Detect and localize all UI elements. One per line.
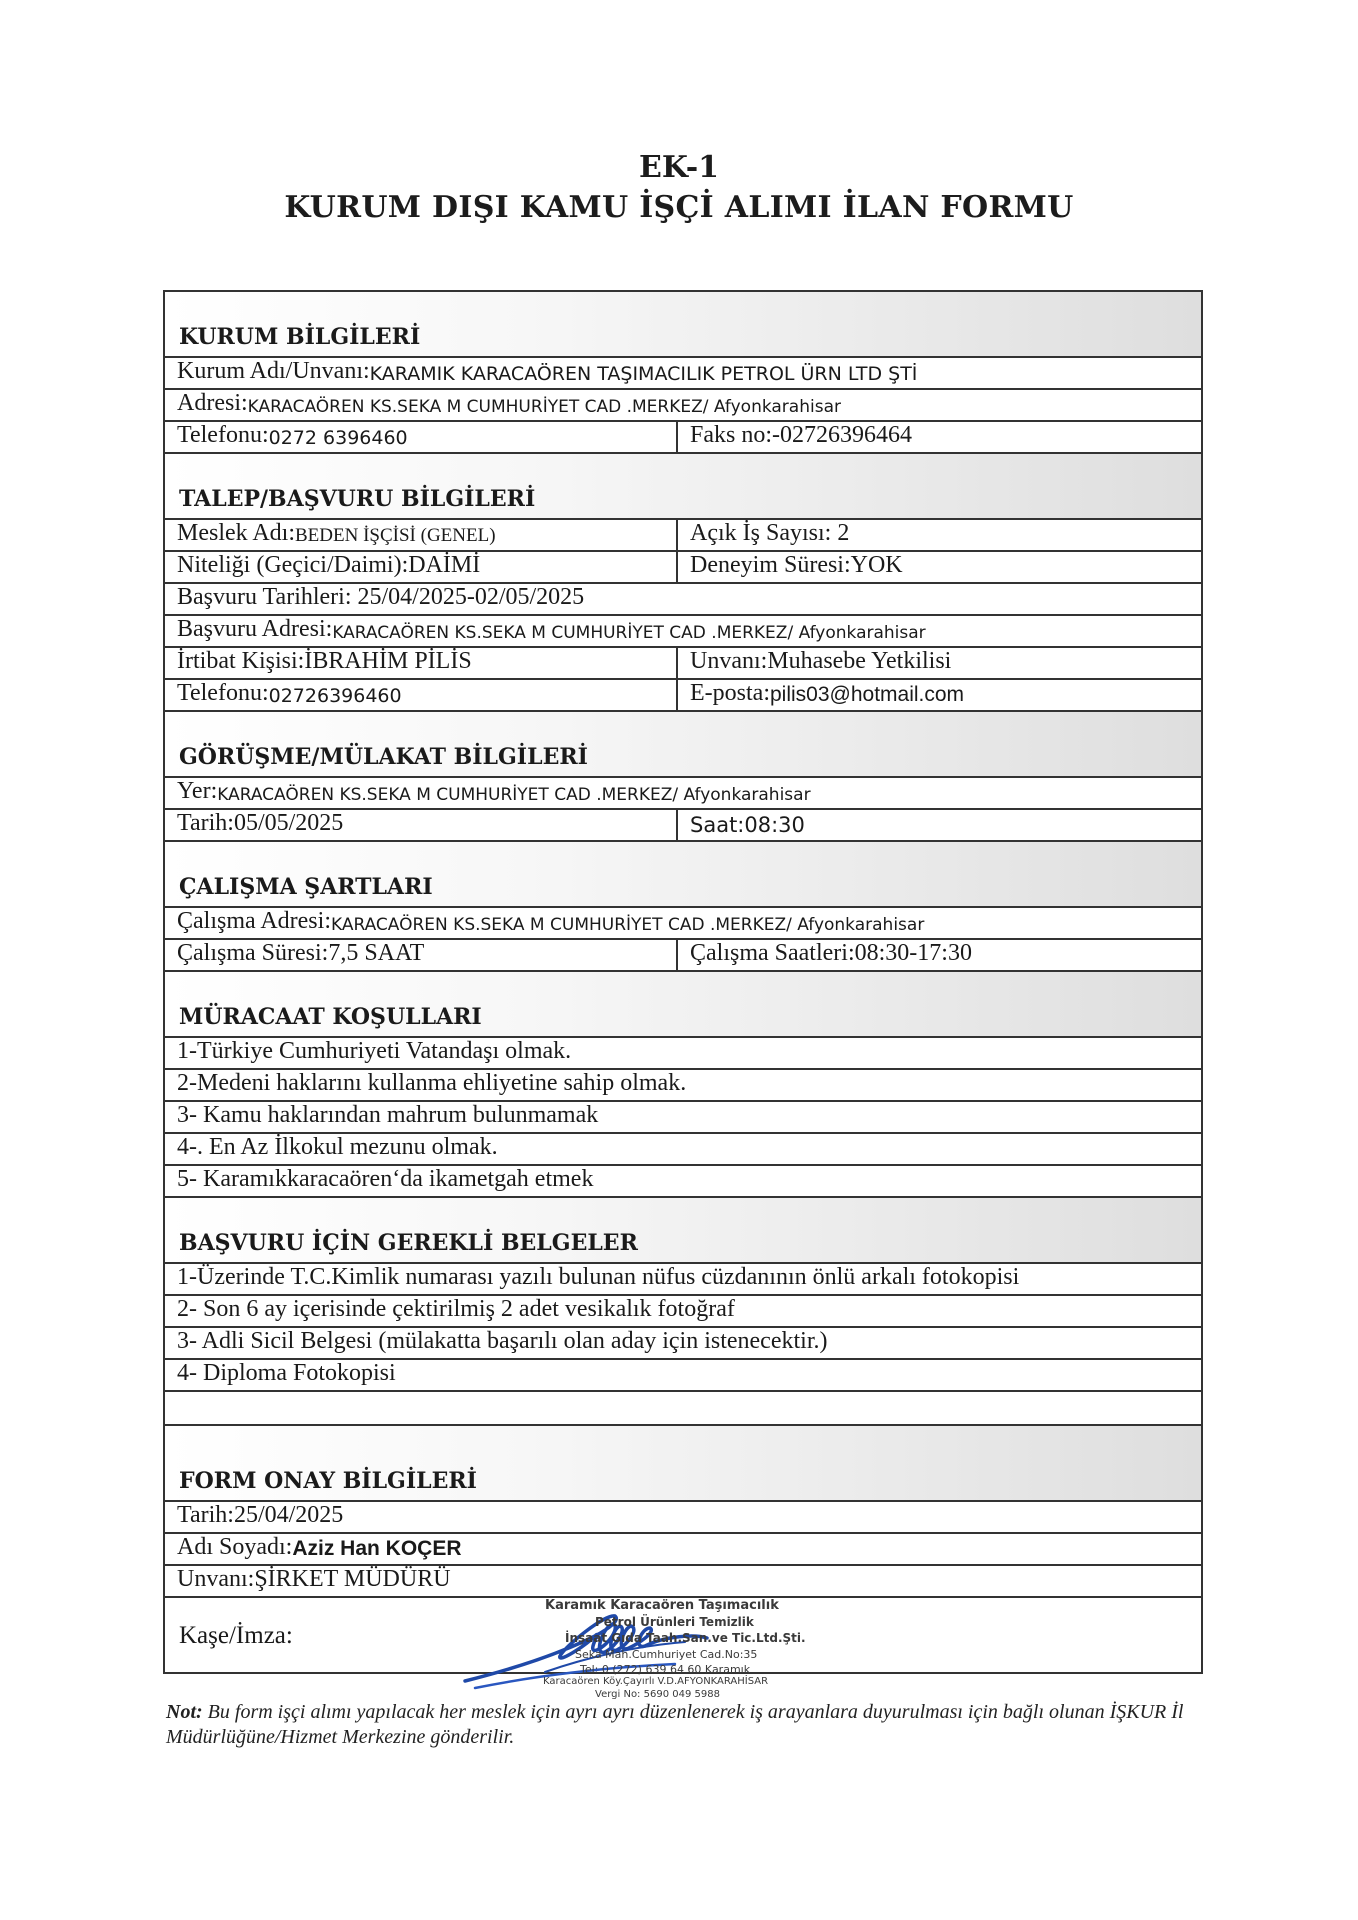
gorusme-tarih: Tarih:05/05/2025 (165, 810, 678, 840)
stamp-line-4: Seka Mah.Cumhuriyet Cad.No:35 (575, 1648, 758, 1661)
section-belgeler-heading: BAŞVURU İÇİN GEREKLİ BELGELER (165, 1198, 1201, 1264)
muracaat-item-3: 3- Kamu haklarından mahrum bulunmamak (177, 1102, 599, 1128)
gorusme-yer-label: Yer: (177, 778, 218, 804)
talep-adres-row (165, 616, 1201, 648)
kurum-telefon-cell (165, 422, 678, 452)
muracaat-list (165, 1038, 1201, 1198)
ilan-form (163, 290, 1203, 1700)
gorusme-saat: Saat:08:30 (690, 813, 805, 837)
list-item (165, 1166, 1201, 1198)
list-item (165, 1296, 1201, 1328)
list-item (165, 1328, 1201, 1360)
empty-row (165, 1392, 1201, 1426)
section-kurum-heading: KURUM BİLGİLERİ (165, 292, 1201, 358)
kurum-ad-row (165, 358, 1201, 390)
section-talep-heading: TALEP/BAŞVURU BİLGİLERİ (165, 454, 1201, 520)
belge-item-2: 2- Son 6 ay içerisinde çektirilmiş 2 adet vesikalık fotoğraf (177, 1296, 735, 1322)
stamp-line-3: İnşaat Gıda Taah.San.ve Tic.Ltd.Şti. (565, 1631, 806, 1645)
calisma-sure-row (165, 940, 1201, 972)
calisma-adres-row (165, 908, 1201, 940)
list-item (165, 1264, 1201, 1296)
talep-tarihler-row (165, 584, 1201, 616)
list-item (165, 1360, 1201, 1392)
onay-adsoyad-value: Aziz Han KOÇER (292, 1537, 462, 1560)
company-stamp (445, 1576, 905, 1716)
muracaat-item-5: 5- Karamıkkaracaören‘da ikametgah etmek (177, 1166, 594, 1192)
talep-meslek-cell (165, 520, 678, 550)
list-item (165, 1102, 1201, 1134)
section-gorusme-heading: GÖRÜŞME/MÜLAKAT BİLGİLERİ (165, 712, 1201, 778)
stamp-line-6: Karacaören Köy.Çayırlı V.D.AFYONKARAHİSAR (543, 1676, 769, 1687)
talep-telefon-value: 02726396460 (268, 685, 402, 707)
calisma-saatler: Çalışma Saatleri:08:30-17:30 (690, 940, 972, 966)
calisma-adres-value: KARACAÖREN KS.SEKA M CUMHURİYET CAD .MERKEZ/ Afyonkarahisar (330, 915, 925, 935)
kurum-faks: Faks no:-02726396464 (690, 422, 912, 448)
kurum-adres-value: KARACAÖREN KS.SEKA M CUMHURİYET CAD .MERKEZ/ Afyonkarahisar (247, 397, 841, 417)
section-onay-heading: FORM ONAY BİLGİLERİ (165, 1426, 1201, 1502)
talep-telefon-row (165, 680, 1201, 712)
page-title-line2: KURUM DIŞI KAMU İŞÇİ ALIMI İLAN FORMU (284, 190, 1074, 225)
onay-unvan: Unvanı:ŞİRKET MÜDÜRÜ (177, 1566, 451, 1592)
talep-meslek-row (165, 520, 1201, 552)
list-item (165, 1134, 1201, 1166)
kurum-adres-row (165, 390, 1201, 422)
stamp-line-1: Karamık Karacaören Taşımacılık (545, 1598, 779, 1613)
muracaat-item-4: 4-. En Az İlkokul mezunu olmak. (177, 1134, 498, 1160)
section-muracaat-heading: MÜRACAAT KOŞULLARI (165, 972, 1201, 1038)
note-text: Bu form işçi alımı yapılacak her meslek için ayrı ayrı düzenlenerek iş arayanlara duyurulması için bağlı olunan İŞKUR İl Müdürlüğüne/Hizmet Merkezine gönderilir. (166, 1701, 1184, 1748)
talep-acik-is: Açık İş Sayısı: 2 (690, 520, 850, 546)
kurum-telefon-value: 0272 6396460 (268, 427, 408, 449)
belgeler-list (165, 1264, 1201, 1426)
onay-tarih: Tarih:25/04/2025 (177, 1502, 344, 1528)
kase-imza-row (165, 1598, 1201, 1700)
talep-adres-label: Başvuru Adresi: (177, 616, 333, 642)
form-note (166, 1700, 1206, 1750)
kurum-adres-label: Adresi: (177, 390, 248, 416)
talep-adres-cell (165, 616, 1201, 646)
gorusme-yer-cell (165, 778, 1201, 808)
calisma-adres-cell (165, 908, 1201, 938)
section-calisma-heading: ÇALIŞMA ŞARTLARI (165, 842, 1201, 908)
onay-adsoyad-label: Adı Soyadı: (177, 1534, 293, 1560)
talep-eposta-label: E-posta: (690, 680, 770, 706)
stamp-line-2: Petrol Ürünleri Temizlik (595, 1615, 754, 1629)
talep-unvan: Unvanı:Muhasebe Yetkilisi (690, 648, 952, 674)
talep-irtibat: İrtibat Kişisi:İBRAHİM PİLİS (165, 648, 678, 678)
kurum-ad-value: KARAMIK KARACAÖREN TAŞIMACILIK PETROL ÜRN LTD ŞTİ (369, 363, 918, 385)
calisma-adres-label: Çalışma Adresi: (177, 908, 331, 934)
talep-niteligi: Niteliği (Geçici/Daimi):DAİMİ (165, 552, 678, 582)
kurum-ad-label: Kurum Adı/Unvanı: (177, 358, 370, 384)
muracaat-item-1: 1-Türkiye Cumhuriyeti Vatandaşı olmak. (177, 1038, 572, 1064)
onay-adsoyad-row (165, 1534, 1201, 1566)
muracaat-item-2: 2-Medeni haklarını kullanma ehliyetine sahip olmak. (177, 1070, 687, 1096)
page-title-line1: EK-1 (638, 150, 720, 185)
talep-telefon-label: Telefonu: (177, 680, 269, 706)
talep-telefon-cell (165, 680, 678, 710)
onay-tarih-row (165, 1502, 1201, 1534)
gorusme-tarih-row (165, 810, 1201, 842)
gorusme-yer-value: KARACAÖREN KS.SEKA M CUMHURİYET CAD .MERKEZ/ Afyonkarahisar (217, 785, 811, 805)
stamp-line-7: Vergi No: 5690 049 5988 (595, 1689, 720, 1700)
list-item (165, 1070, 1201, 1102)
belge-item-4: 4- Diploma Fotokopisi (177, 1360, 396, 1386)
talep-deneyim: Deneyim Süresi:YOK (690, 552, 903, 578)
talep-eposta-cell (678, 680, 1201, 710)
kurum-telefon-row (165, 422, 1201, 454)
belge-item-3: 3- Adli Sicil Belgesi (mülakatta başarılı olan aday için istenecektir.) (177, 1328, 828, 1354)
talep-irtibat-row (165, 648, 1201, 680)
talep-tarihler: Başvuru Tarihleri: 25/04/2025-02/05/2025 (177, 584, 585, 610)
kurum-telefon-label: Telefonu: (177, 422, 269, 448)
talep-meslek-value: BEDEN İŞÇİSİ (GENEL) (295, 525, 496, 546)
talep-nitelik-row (165, 552, 1201, 584)
gorusme-yer-row (165, 778, 1201, 810)
kurum-adres-cell (165, 390, 1201, 420)
belge-item-1: 1-Üzerinde T.C.Kimlik numarası yazılı bulunan nüfus cüzdanının önlü arkalı fotokopisi (177, 1264, 1020, 1290)
note-prefix: Not: (166, 1701, 203, 1723)
kurum-ad-cell (165, 358, 1201, 388)
onay-adsoyad-cell (165, 1534, 1201, 1564)
kase-label: Kaşe/İmza: (179, 1622, 293, 1649)
list-item (165, 1038, 1201, 1070)
talep-meslek-label: Meslek Adı: (177, 520, 295, 546)
talep-eposta-value: pilis03@hotmail.com (769, 683, 965, 706)
calisma-sure: Çalışma Süresi:7,5 SAAT (165, 940, 678, 970)
talep-adres-value: KARACAÖREN KS.SEKA M CUMHURİYET CAD .MERKEZ/ Afyonkarahisar (332, 623, 926, 643)
stamp-line-5: Tel: 0 (272) 639 64 60 Karamık (580, 1663, 751, 1676)
